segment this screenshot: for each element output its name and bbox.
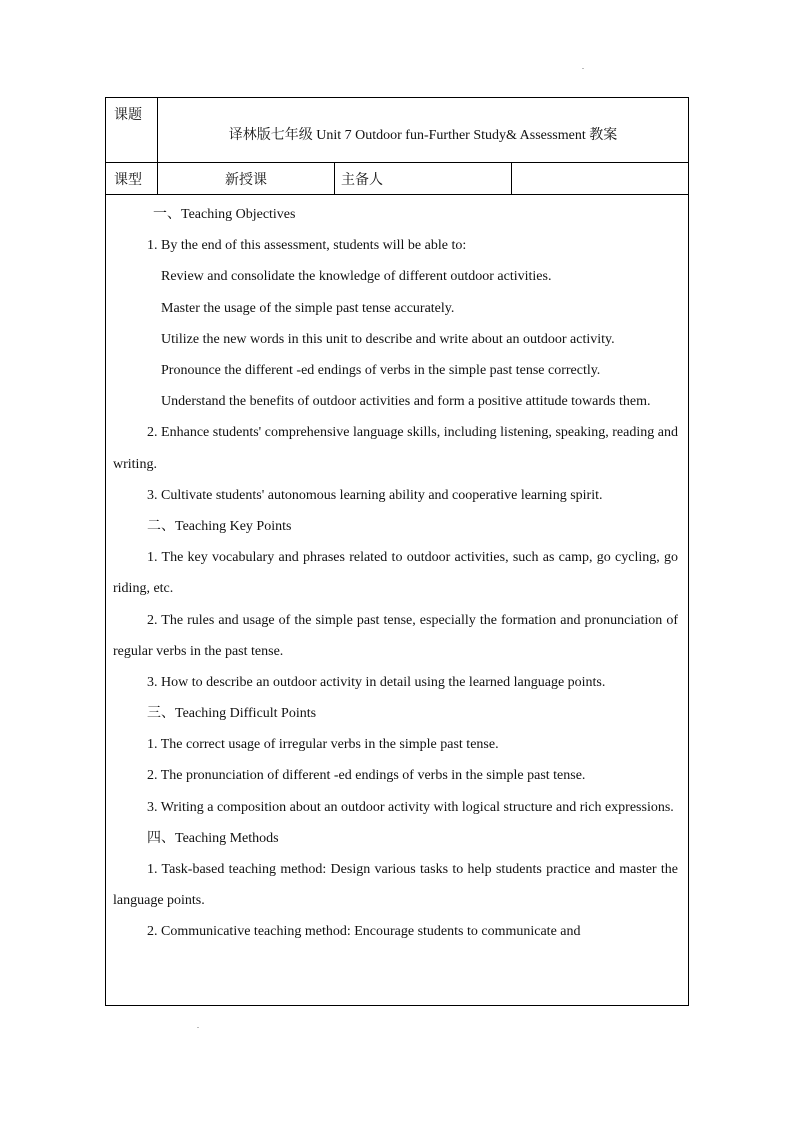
title-label: 课题 xyxy=(106,98,158,163)
key-point-item: 2. The rules and usage of the simple past tense, especially the formation and pronunciation of regular verbs in the past tense. xyxy=(113,612,678,659)
objective-subitem: Review and consolidate the knowledge of different outdoor activities. xyxy=(161,269,552,285)
key-point-item: 3. How to describe an outdoor activity in detail using the learned language points. xyxy=(147,674,606,690)
content-cell xyxy=(106,195,689,1006)
objective-subitem: Pronounce the different -ed endings of verbs in the simple past tense correctly. xyxy=(161,362,601,378)
type-label: 课型 xyxy=(106,163,158,195)
section-heading-methods: 四、Teaching Methods xyxy=(147,830,279,846)
scan-speck xyxy=(582,68,584,69)
difficult-point-item: 1. The correct usage of irregular verbs in the simple past tense. xyxy=(147,737,499,753)
key-point-item: 1. The key vocabulary and phrases related to outdoor activities, such as camp, go cycling, go riding, etc. xyxy=(113,550,678,597)
difficult-point-item: 2. The pronunciation of different -ed endings of verbs in the simple past tense. xyxy=(147,768,586,784)
objective-item-1: 1. By the end of this assessment, students will be able to: xyxy=(147,238,467,254)
objective-subitem: Master the usage of the simple past tense accurately. xyxy=(161,300,455,316)
content-row xyxy=(106,195,689,1006)
section-heading-difficult-points: 三、Teaching Difficult Points xyxy=(147,706,317,722)
section-heading-key-points: 二、Teaching Key Points xyxy=(147,518,292,534)
lesson-title: 译林版七年级 Unit 7 Outdoor fun-Further Study& Assessment 教案 xyxy=(158,98,689,163)
objective-subitem: Understand the benefits of outdoor activities and form a positive attitude towards them. xyxy=(161,394,651,410)
scan-speck xyxy=(197,1027,199,1028)
planner-value xyxy=(512,163,689,195)
type-value: 新授课 xyxy=(158,163,335,195)
lesson-content xyxy=(106,195,688,948)
method-item: 1. Task-based teaching method: Design various tasks to help students practice and master the language points. xyxy=(113,862,678,909)
objective-subitem: Utilize the new words in this unit to describe and write about an outdoor activity. xyxy=(161,331,615,347)
objective-item-2: 2. Enhance students' comprehensive language skills, including listening, speaking, reading and writing. xyxy=(113,425,678,472)
planner-label: 主备人 xyxy=(335,163,512,195)
method-item: 2. Communicative teaching method: Encourage students to communicate and xyxy=(147,924,581,940)
objective-item-3: 3. Cultivate students' autonomous learning ability and cooperative learning spirit. xyxy=(147,487,603,503)
difficult-point-item: 3. Writing a composition about an outdoor activity with logical structure and rich expressions. xyxy=(147,799,674,815)
lesson-plan-table xyxy=(105,97,689,1006)
section-heading-objectives: 一、Teaching Objectives xyxy=(153,207,296,222)
title-row xyxy=(106,98,689,163)
type-row xyxy=(106,163,689,195)
